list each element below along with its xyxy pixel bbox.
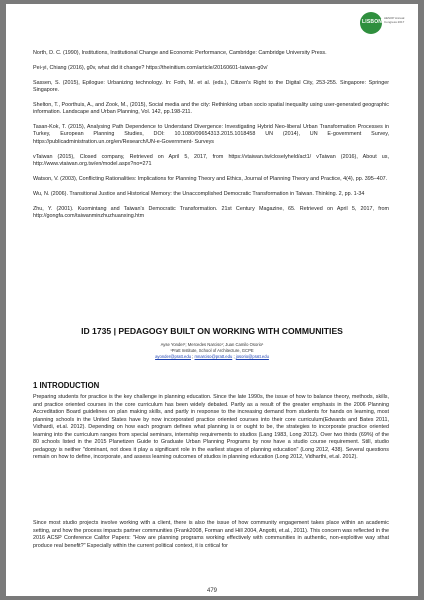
reference-list (33, 50, 389, 228)
section-heading: 1 INTRODUCTION (33, 381, 100, 390)
reference-entry: vTaiwan (2015), Closed company, Retrieved on April 5, 2017, from https://vtaiwan.tw/closelyheld/act1/ vTaiwan (2016), About us, http://www.vtaiwan.org.tw/en/model.aspx?no=271 (33, 153, 389, 167)
reference-entry: Watson, V. (2003), Conflicting Rationalities: Implications for Planning Theory and Ethics, Journal of Planning Theory and Practice, 4(4), pp. 395–407. (33, 175, 388, 182)
body-paragraph: Preparing students for practice is the key challenge in planning education. Since the late 1990s, the issue of how to balance theory, methods, skills, and practice oriented courses in the core curriculum has been widely debated. Partly as a result of the greater emphasis in the 2006 Planning Accreditation Board guidelines on plan making skills, and partly in response to the increasing demand from students for hands on learning, most planning schools in the United States have by now incorporated practice oriented courses into their core curriculum(Edwards and Bates 2011, Vidhardi, et.al. 2012). Depending on how each program defines what planning is or ought to be, the strategies to incorporate practice oriented learning into the curriculum ranges from special seminars, internship requirements to studios (Lang 1983, Long 2012). Over two thirds (69%) of the 80 schools listed in the 2015 Planetizen Guide to Graduate Urban Planning Programs by now have a studio course requirement. Still, studio pedagogy is neither "dominant, not does it play a significant role in the earliest stages of planning education" (Long 2012, 438). Several questions remain on how to define, incorporate, and assess learning outcomes of studios in planning education (Long 2012, Vidharthi, et.al. 2012). (33, 394, 389, 461)
reference-entry: Wu, N. (2006). Transitional Justice and Historical Memory: the Unaccomplished Democratic Transformation in Taiwan. Thinking. 2, pp. 1-34 (33, 190, 365, 197)
body-paragraph: Since most studio projects involve working with a client, there is also the issue of how community engagement takes place within an academic setting, and how the process impacts partner communities (Frank2008, Forman and Hill 2004, Angotti, et.al., 2011). This concern was reflected in the 2016 ACSP Conference Califor Papers: "How are planning programs working effectively with communities in authentic, non-exploitive way sthat produce real benefit?" Especially within the current political context, it is critical for (33, 520, 389, 549)
email-link[interactable]: ayonder@pratt.edu (155, 354, 191, 359)
logo-subtitle: AESOP Annual Congress 2017 (384, 16, 405, 24)
reference-entry: Shelton, T., Poorthuis, A., and Zook, M., (2015), Social media and the city: Rethinking urban socio spatial inequality using user-generated geographic information. Landscape and Urban Planning, Vol. 142, pp.198-211. (33, 101, 389, 116)
email-link[interactable]: josorio@pratt.edu (235, 354, 269, 359)
reference-entry: Zhu, Y. (2001). Kuomintang and Taiwan's Democratic Transformation. 21st Century Magazine, 65. Retrieved on April 5, 2017, from http://gongfa.com/taiwanminzhuzhuanxing.htm (33, 205, 389, 219)
author-block (6, 342, 418, 360)
author-emails (6, 354, 418, 360)
author-names: Ayse Yonder¹; Mercedes Narciso¹; Juan Camilo Osorio¹ (160, 342, 264, 347)
reference-entry: North, D. C. (1990), Institutions, Institutional Change and Economic Performance, Cambridge: Cambridge University Press. (33, 50, 327, 56)
email-link[interactable]: mnarciso@pratt.edu (194, 354, 233, 359)
document-page (6, 4, 418, 596)
page-number: 479 (206, 588, 217, 594)
author-affiliation: ¹Pratt Institute, School of Architecture, GCPE (170, 348, 254, 353)
paper-title: ID 1735 | PEDAGOGY BUILT ON WORKING WITH COMMUNITIES (81, 326, 343, 336)
email-separator: ; (232, 354, 236, 359)
logo-text: LISBON (362, 19, 383, 25)
reference-entry: Sassen, S. (2015), Epilogue: Urbanizing technology. In: Foth, M. et al. (eds.), Citizen's Right to the Digital City, 253-255. Singapore: Springer Singapore. (33, 79, 389, 94)
reference-entry: Tasan-Kok, T. (2015), Analysing Path Dependence to Understand Divergence: Investigating Hybrid Neo-liberal Urban Transformation Processes in Turkey, European Planning Studies, DOI: 10.1080/09654313.2015.1018458 UN (2014), UN E-government Survey, https://publicadministration.un.org/en/Research/UN-e-Government- Surveys (33, 124, 389, 145)
conference-logo (360, 12, 406, 34)
reference-entry: Pei-yi, Chiang (2016), g0v, what did it change? https://theinitium.com/article/20160601-taiwan-g0v/ (33, 64, 268, 71)
email-separator: ; (191, 354, 195, 359)
